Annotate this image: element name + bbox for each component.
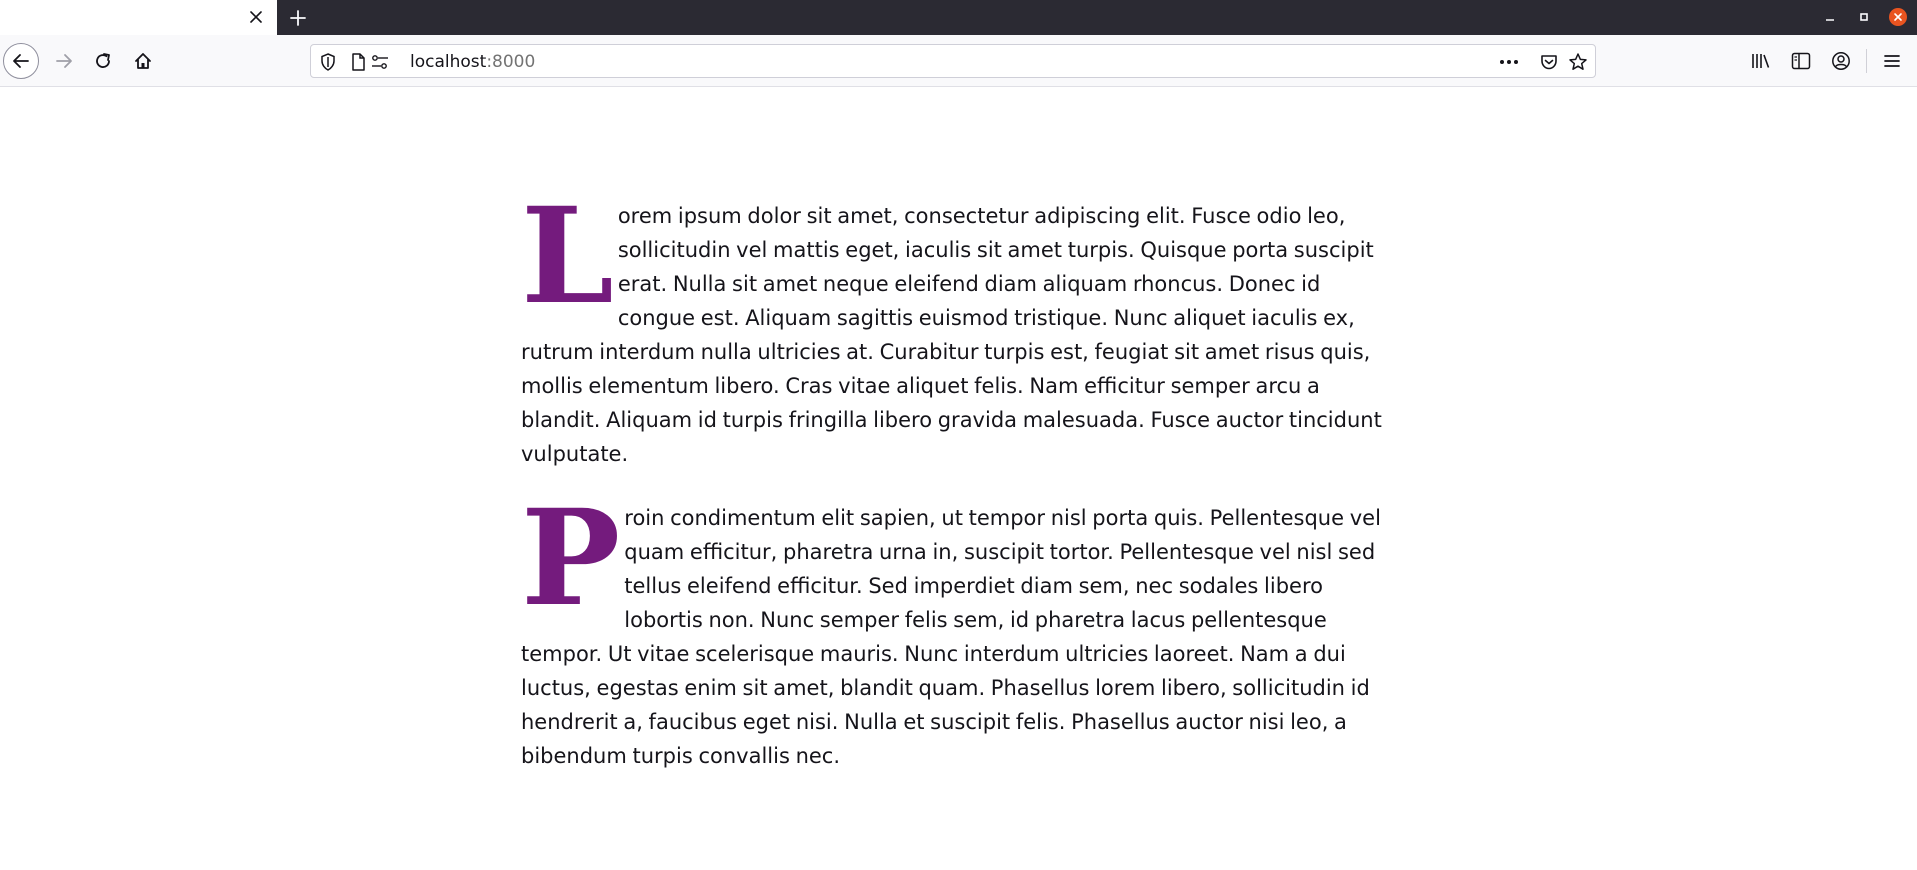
plus-icon[interactable] — [284, 4, 312, 32]
paragraph-1-text: orem ipsum dolor sit amet, consectetur adipiscing elit. Fusce odio leo, sollicitudin vel mattis eget, iaculis sit amet turpis. Quisque porta suscipit erat. Nulla sit amet neque eleifend diam aliquam rhoncus. Donec id congue est. Aliquam sagittis euismod tristique. Nunc aliquet iaculis ex, rutrum interdum nulla ultricies at. Curabitur turpis est, feugiat sit amet risus quis, mollis elementum libero. Cras vitae aliquet felis. Nam efficitur semper arcu a blandit. Aliquam id turpis fringilla libero gravida malesuada. Fusce auctor tincidunt vulputate. — [521, 204, 1382, 466]
dropcap-2: P — [521, 481, 621, 636]
library-icon[interactable] — [1747, 47, 1775, 75]
permissions-icon[interactable] — [368, 50, 392, 74]
paragraph-1 — [521, 179, 1391, 471]
maximize-icon[interactable] — [1852, 6, 1876, 28]
url-port: :8000 — [486, 52, 536, 72]
url-text[interactable] — [410, 51, 535, 73]
navigation-toolbar — [0, 35, 1917, 87]
page-content — [521, 87, 1391, 773]
home-icon[interactable] — [125, 43, 161, 79]
hamburger-icon[interactable] — [1878, 47, 1906, 75]
more-icon[interactable] — [1496, 50, 1522, 74]
window-close-icon[interactable] — [1886, 6, 1910, 28]
paragraph-2 — [521, 481, 1391, 773]
sidebar-icon[interactable] — [1787, 47, 1815, 75]
url-bar[interactable] — [310, 44, 1596, 78]
url-host: localhost — [410, 52, 487, 72]
minimize-icon[interactable] — [1818, 6, 1842, 28]
active-tab[interactable] — [0, 0, 277, 35]
dropcap-1: L — [521, 179, 614, 334]
pocket-icon[interactable] — [1536, 50, 1562, 74]
tab-strip — [0, 0, 1917, 35]
close-icon[interactable] — [244, 5, 268, 29]
account-icon[interactable] — [1827, 47, 1855, 75]
shield-icon[interactable] — [316, 50, 340, 74]
star-icon[interactable] — [1565, 50, 1591, 74]
arrow-left-icon[interactable] — [3, 43, 39, 79]
paragraph-2-text: roin condimentum elit sapien, ut tempor nisl porta quis. Pellentesque vel quam efficitur, pharetra urna in, suscipit tortor. Pellentesque vel nisl sed tellus eleifend efficitur. Sed imperdiet diam sem, nec sodales libero lobortis non. Nunc semper felis sem, id pharetra lacus pellentesque tempor. Ut vitae scelerisque mauris. Nunc interdum ultricies laoreet. Nam a dui luctus, egestas enim sit amet, blandit quam. Phasellus lorem libero, sollicitudin id hendrerit a, faucibus eget nisi. Nulla et suscipit felis. Phasellus auctor nisi leo, a bibendum turpis convallis nec. — [521, 506, 1381, 768]
toolbar-divider — [1866, 49, 1867, 73]
reload-icon[interactable] — [85, 43, 121, 79]
page-icon — [346, 50, 370, 74]
arrow-right-icon[interactable] — [46, 43, 82, 79]
